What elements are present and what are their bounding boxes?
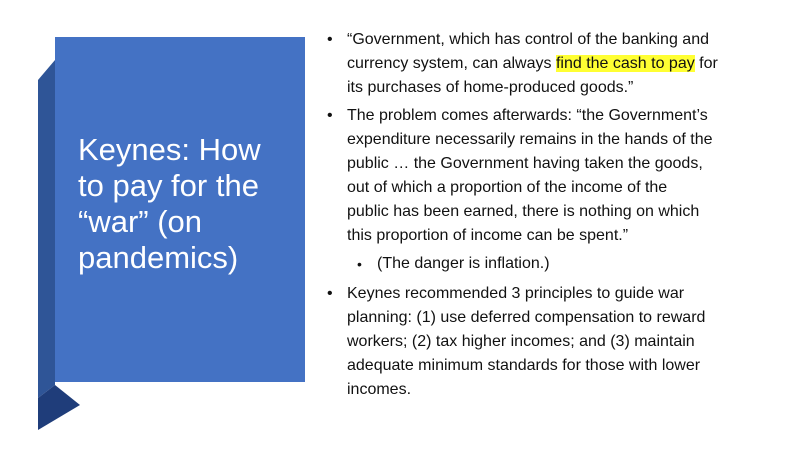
bullet-item: [325, 104, 785, 248]
highlighted-text: find the cash to pay: [555, 55, 695, 72]
bullet-line: this proportion of income can be spent.”: [347, 227, 629, 244]
bullet-line: its purchases of home-produced goods.”: [347, 79, 634, 96]
slide-title: [78, 132, 298, 276]
slide-title-line: to pay for the: [78, 168, 259, 203]
bullet-line: public has been earned, there is nothing on which: [347, 203, 700, 220]
bullet-line: The problem comes afterwards: “the Government’s: [347, 107, 708, 124]
slide-title-line: pandemics): [78, 240, 239, 275]
title-panel-side: [38, 60, 55, 398]
bullet-text: for: [694, 55, 718, 72]
sub-bullet-item: [325, 252, 785, 276]
bullet-line: Keynes recommended 3 principles to guide war: [347, 285, 685, 302]
bullet-line: out of which a proportion of the income of the: [347, 179, 668, 196]
bullet-line: planning: (1) use deferred compensation to reward: [347, 309, 706, 326]
bullet-line: public … the Government having taken the goods,: [347, 155, 703, 172]
sub-bullet-dot: •: [357, 256, 362, 272]
bullet-dot: •: [327, 107, 333, 124]
bullet-line: [347, 52, 785, 76]
bullet-line: adequate minimum standards for those with lower: [347, 357, 701, 374]
bullet-item: [325, 282, 785, 402]
bullet-text: currency system, can always: [347, 55, 556, 72]
slide-title-line: Keynes: How: [78, 132, 261, 167]
bullet-line: “Government, which has control of the banking and: [347, 31, 709, 48]
sub-bullet-text: (The danger is inflation.): [377, 255, 550, 272]
slide-title-line: “war” (on: [78, 204, 203, 239]
bullet-dot: •: [327, 285, 333, 302]
bullet-line: incomes.: [347, 381, 412, 398]
slide-content: [325, 28, 785, 406]
bullet-line: workers; (2) tax higher incomes; and (3) maintain: [347, 333, 695, 350]
bullet-dot: •: [327, 31, 333, 48]
bullet-item: [325, 28, 785, 100]
bullet-line: expenditure necessarily remains in the hands of the: [347, 131, 713, 148]
